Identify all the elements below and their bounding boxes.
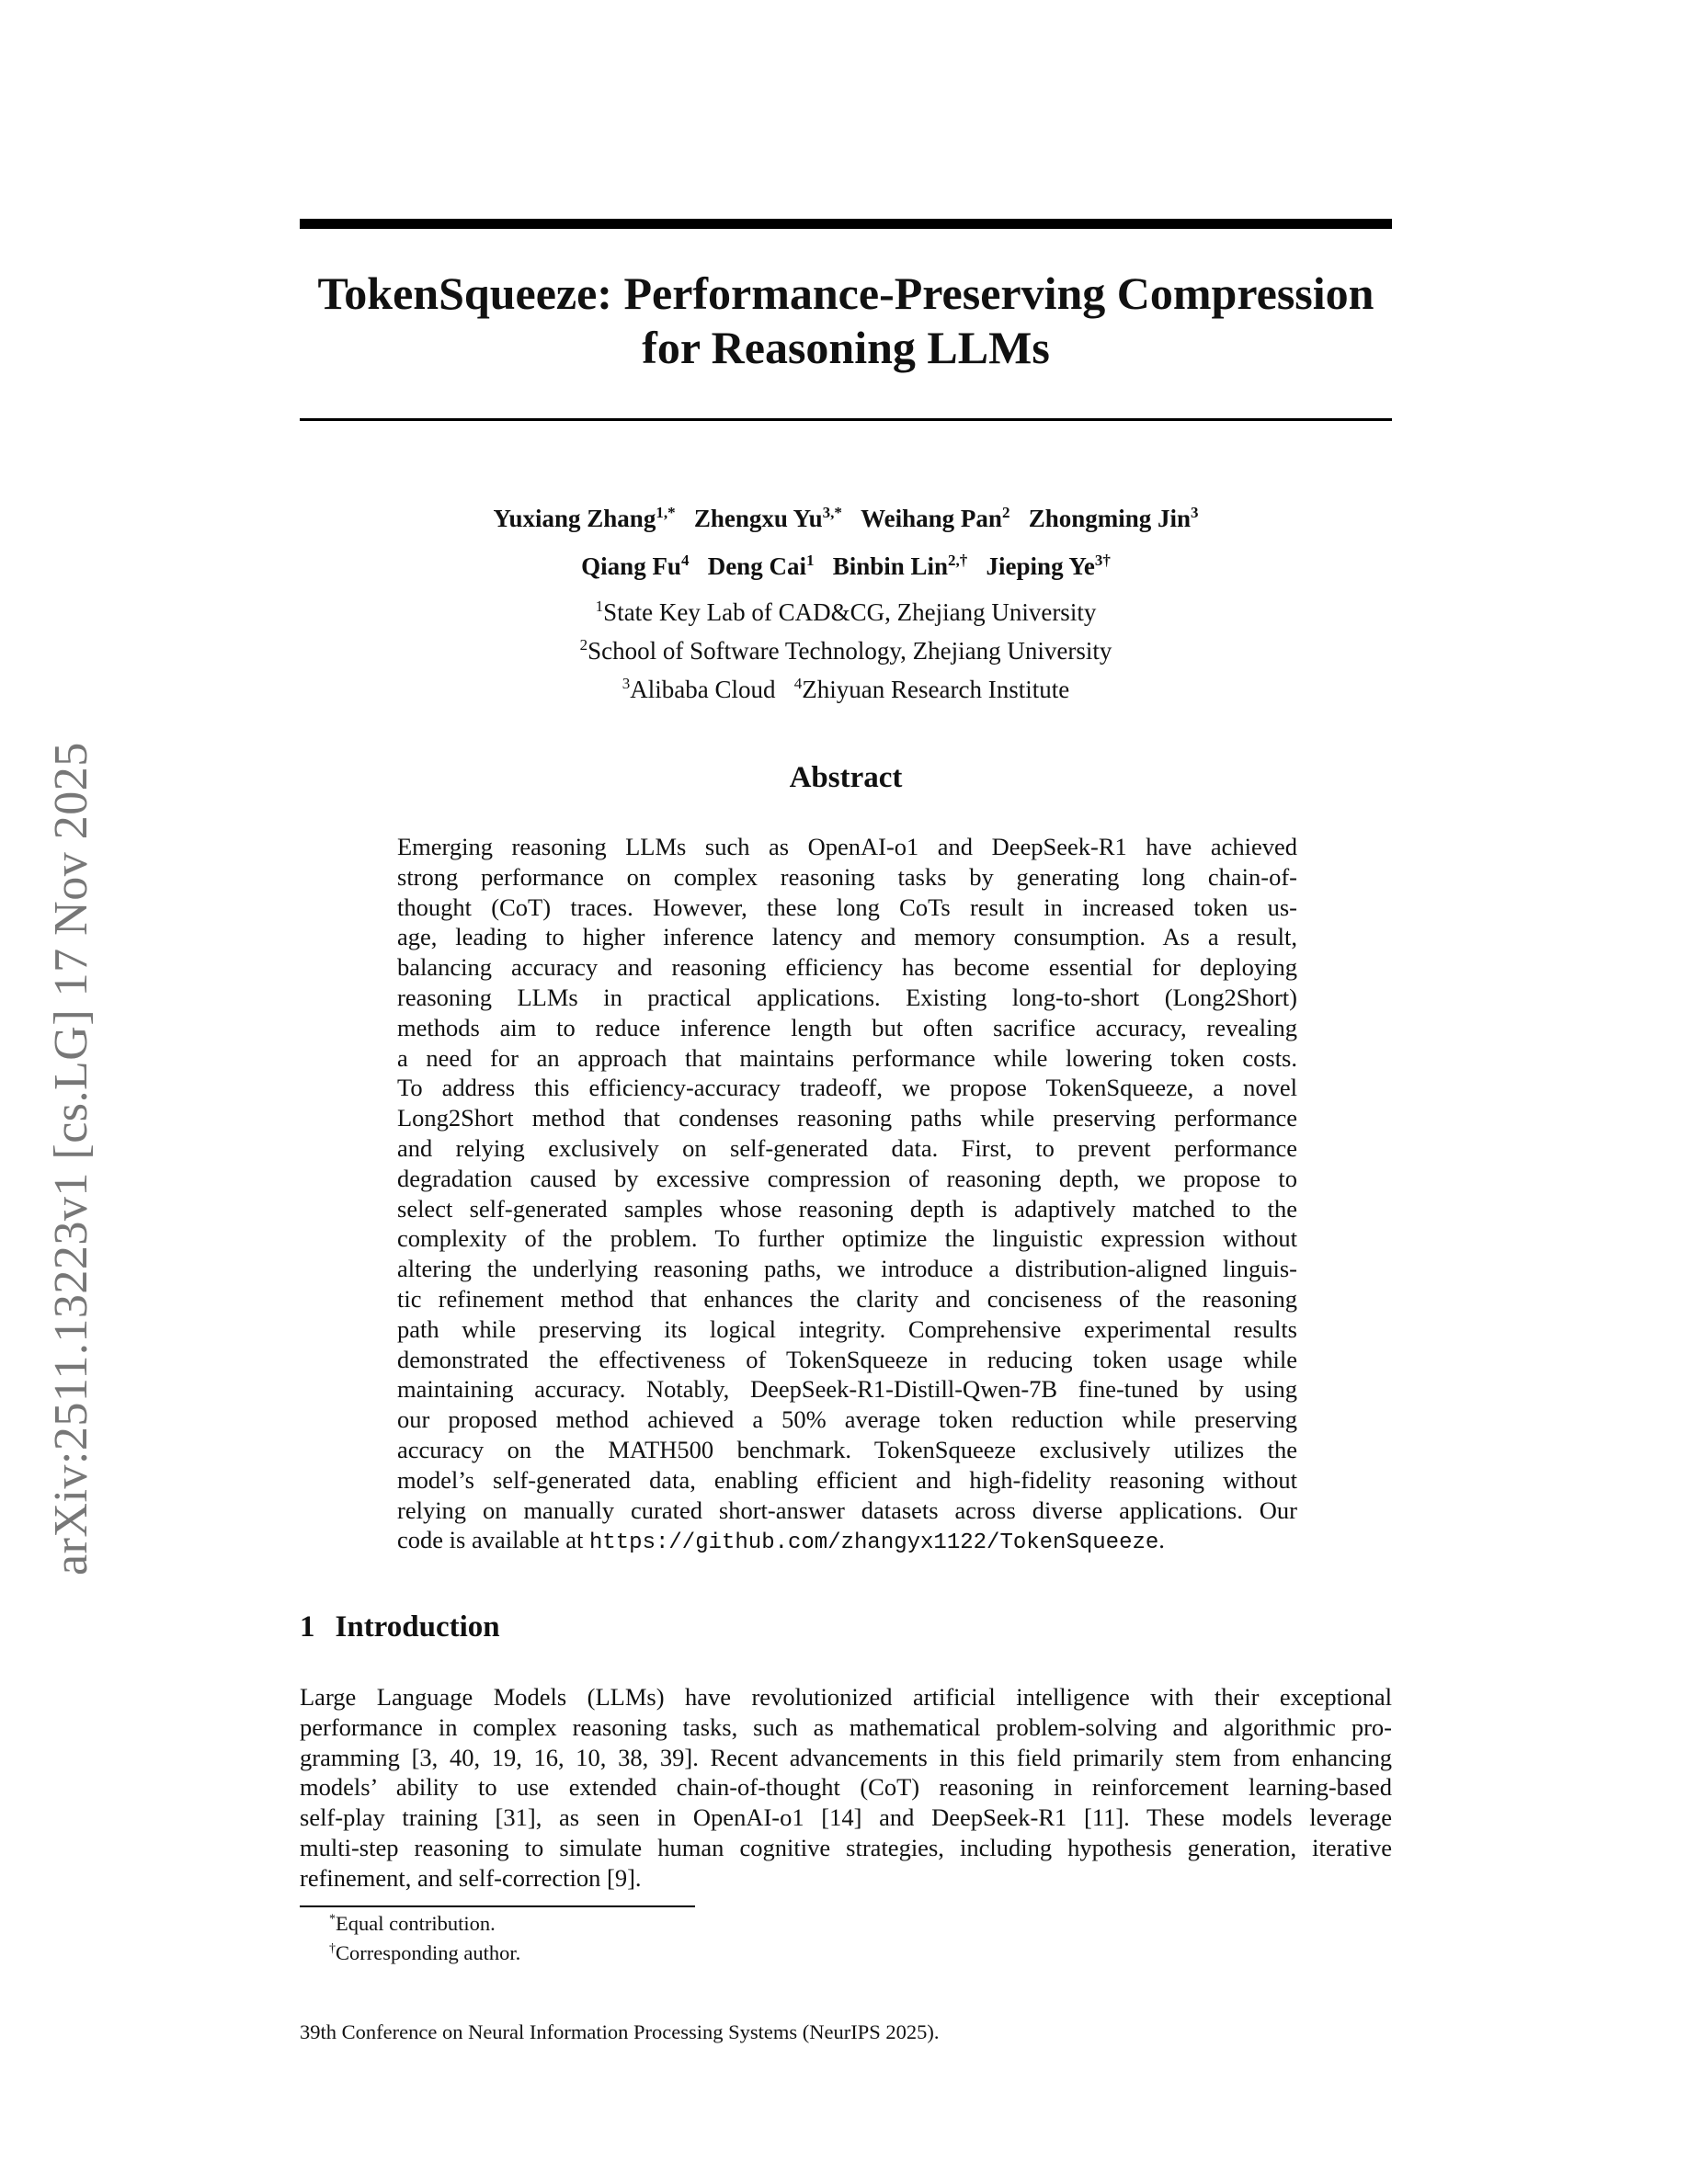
introduction-line: gramming [3, 40, 19, 16, 10, 38, 39]. Recent advancements in this field primarily stem from enhancing xyxy=(300,1743,1392,1771)
abstract-text: . xyxy=(1158,1526,1165,1554)
author-affiliation-mark: 2,† xyxy=(948,552,968,569)
paper-title xyxy=(300,267,1392,375)
abstract-line: our proposed method achieved a 50% average token reduction while preserving xyxy=(397,1405,1297,1434)
author-row xyxy=(300,492,1392,540)
abstract-line: and relying exclusively on self-generated data. First, to prevent performance xyxy=(397,1133,1297,1162)
affiliation-mark: 2 xyxy=(579,636,588,654)
author xyxy=(493,505,675,532)
title-line: TokenSqueeze: Performance-Preserving Compression xyxy=(317,267,1374,319)
author-name: Zhengxu Yu xyxy=(693,505,823,532)
affiliation-mark: 4 xyxy=(793,675,803,692)
abstract-line: a need for an approach that maintains performance while lowering token costs. xyxy=(397,1043,1297,1072)
author-affiliation-mark: 3 xyxy=(1191,504,1199,521)
affiliation-row xyxy=(300,667,1392,706)
abstract-line: age, leading to higher inference latency and memory consumption. As a result, xyxy=(397,923,1297,951)
author xyxy=(1029,505,1199,532)
abstract-line: thought (CoT) traces. However, these long CoTs result in increased token us- xyxy=(397,893,1297,921)
title-bottom-rule xyxy=(300,418,1392,421)
author-row xyxy=(300,540,1392,587)
affiliation-name: Alibaba Cloud xyxy=(630,676,776,703)
introduction-line: performance in complex reasoning tasks, such as mathematical problem-solving and algorithmic pro- xyxy=(300,1712,1392,1741)
affiliation-name: Zhiyuan Research Institute xyxy=(802,676,1070,703)
abstract-heading: Abstract xyxy=(789,761,903,794)
section-title: Introduction xyxy=(335,1610,500,1644)
abstract-line: balancing accuracy and reasoning efficiency has become essential for deploying xyxy=(397,953,1297,982)
abstract-line xyxy=(397,1525,1297,1555)
author-affiliation-mark: 3,* xyxy=(822,504,842,521)
abstract-line: complexity of the problem. To further optimize the linguistic expression without xyxy=(397,1224,1297,1253)
abstract-text: code is available at xyxy=(397,1526,589,1554)
author xyxy=(987,552,1111,580)
footnote-rule xyxy=(300,1905,695,1907)
author-list xyxy=(300,492,1392,587)
affiliation-mark: 3 xyxy=(622,675,631,692)
abstract-line: reasoning LLMs in practical applications. Existing long-to-short (Long2Short) xyxy=(397,983,1297,1011)
title-top-rule xyxy=(300,219,1392,229)
author xyxy=(861,505,1009,532)
abstract-line: select self-generated samples whose reasoning depth is adaptively matched to the xyxy=(397,1194,1297,1223)
abstract-line: altering the underlying reasoning paths, we introduce a distribution-aligned linguis- xyxy=(397,1255,1297,1283)
abstract-body xyxy=(397,832,1297,1555)
abstract-line: model’s self-generated data, enabling efficient and high-fidelity reasoning without xyxy=(397,1465,1297,1494)
author-name: Jieping Ye xyxy=(986,552,1095,580)
abstract-line: relying on manually curated short-answer datasets across diverse applications. Our xyxy=(397,1496,1297,1524)
author-name: Zhongming Jin xyxy=(1028,505,1192,532)
abstract-line: Emerging reasoning LLMs such as OpenAI-o1 and DeepSeek-R1 have achieved xyxy=(397,833,1297,860)
abstract-line: accuracy on the MATH500 benchmark. TokenSqueeze exclusively utilizes the xyxy=(397,1435,1297,1463)
title-line: for Reasoning LLMs xyxy=(642,322,1050,373)
affiliation-row xyxy=(300,590,1392,629)
abstract-line: demonstrated the effectiveness of TokenSqueeze in reducing token usage while xyxy=(397,1345,1297,1373)
abstract-line: tic refinement method that enhances the clarity and conciseness of the reasoning xyxy=(397,1284,1297,1313)
introduction-line: multi-step reasoning to simulate human cognitive strategies, including hypothesis generation, iterative xyxy=(300,1833,1392,1861)
section-number: 1 xyxy=(300,1610,315,1644)
affiliation-mark: 1 xyxy=(595,597,604,615)
author-affiliation-mark: 1,* xyxy=(656,504,676,521)
footnote-text: Equal contribution. xyxy=(336,1912,496,1935)
abstract-line: path while preserving its logical integrity. Comprehensive experimental results xyxy=(397,1314,1297,1343)
conference-note: 39th Conference on Neural Information Processing Systems (NeurIPS 2025). xyxy=(300,2020,940,2043)
abstract-line: maintaining accuracy. Notably, DeepSeek-R1-Distill-Qwen-7B fine-tuned by using xyxy=(397,1375,1297,1404)
abstract-line: Long2Short method that condenses reasoning paths while preserving performance xyxy=(397,1104,1297,1132)
introduction-line: self-play training [31], as seen in OpenAI-o1 [14] and DeepSeek-R1 [11]. These models leverage xyxy=(300,1803,1392,1832)
author-name: Yuxiang Zhang xyxy=(493,505,656,532)
abstract-line: degradation caused by excessive compression of reasoning depth, we propose to xyxy=(397,1164,1297,1192)
abstract-line: strong performance on complex reasoning tasks by generating long chain-of- xyxy=(397,862,1297,891)
author-name: Weihang Pan xyxy=(861,505,1002,532)
author-name: Qiang Fu xyxy=(581,552,681,580)
author-affiliation-mark: 4 xyxy=(680,552,690,569)
author xyxy=(833,552,968,580)
author-name: Binbin Lin xyxy=(832,552,949,580)
author xyxy=(694,505,842,532)
footnote xyxy=(329,1941,520,1965)
author xyxy=(581,552,689,580)
author-affiliation-mark: 3† xyxy=(1094,552,1111,569)
footnote-text: Corresponding author. xyxy=(336,1941,521,1964)
author xyxy=(708,552,815,580)
abstract-line: methods aim to reduce inference length but often sacrifice accuracy, revealing xyxy=(397,1013,1297,1041)
introduction-line: Large Language Models (LLMs) have revolutionized artificial intelligence with their exceptional xyxy=(300,1683,1392,1711)
author-affiliation-mark: 1 xyxy=(805,552,815,569)
abstract-line: To address this efficiency-accuracy tradeoff, we propose TokenSqueeze, a novel xyxy=(397,1074,1297,1102)
affiliation-name: State Key Lab of CAD&CG, Zhejiang University xyxy=(603,598,1097,626)
footnote-mark: * xyxy=(329,1912,336,1927)
affiliation-list xyxy=(300,590,1392,706)
introduction-line: models’ ability to use extended chain-of-thought (CoT) reasoning in reinforcement learning-based xyxy=(300,1773,1392,1802)
introduction-body xyxy=(300,1682,1392,1894)
footnote xyxy=(329,1912,496,1936)
arxiv-identifier: arXiv:2511.13223v1 [cs.LG] 17 Nov 2025 xyxy=(45,742,97,1575)
section-heading xyxy=(300,1610,500,1644)
introduction-line: refinement, and self-correction [9]. xyxy=(300,1863,642,1892)
footnote-mark: † xyxy=(329,1941,336,1956)
code-link[interactable]: https://github.com/zhangyx1122/TokenSqueeze xyxy=(588,1530,1159,1556)
author-affiliation-mark: 2 xyxy=(1001,504,1010,521)
affiliation-row xyxy=(300,629,1392,667)
author-name: Deng Cai xyxy=(707,552,806,580)
affiliation-name: School of Software Technology, Zhejiang University xyxy=(587,637,1112,665)
